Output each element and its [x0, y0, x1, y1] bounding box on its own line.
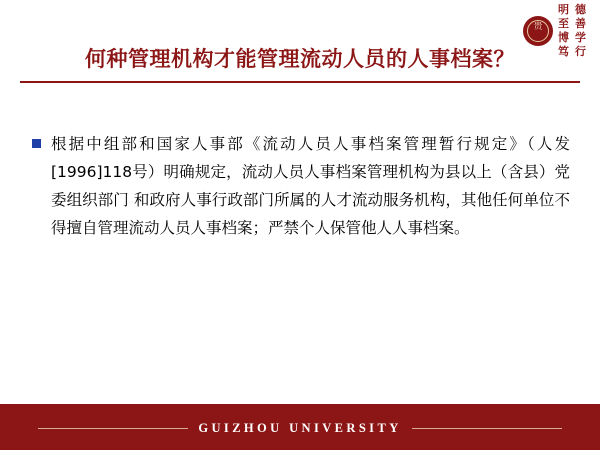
motto-char-2: 德 [575, 3, 586, 16]
seal-icon [523, 16, 553, 46]
motto-char-4: 善 [575, 17, 586, 30]
seal-icon-label: 贵 [533, 22, 543, 32]
list-item [30, 130, 570, 242]
motto-char-6: 学 [575, 31, 586, 44]
motto-char-7: 笃 [558, 45, 569, 58]
slide-footer [0, 406, 600, 450]
slide-body [30, 130, 570, 242]
motto-char-5: 博 [558, 31, 569, 44]
title-divider [20, 81, 580, 83]
page-title: 何种管理机构才能管理流动人员的人事档案？ [85, 47, 515, 71]
footer-rule-left [38, 428, 188, 429]
square-bullet-icon [32, 139, 41, 148]
title-area [0, 44, 600, 83]
motto-char-8: 行 [575, 45, 586, 58]
footer-university-name: GUIZHOU UNIVERSITY [198, 420, 402, 435]
motto-char-1: 明 [558, 3, 569, 16]
motto-char-3: 至 [558, 17, 569, 30]
slide-header [0, 0, 600, 58]
bullet-paragraph: 根据中组部和国家人事部《流动人员人事档案管理暂行规定》（人发[1996]118号）明确规定，流动人员人事档案管理机构为县以上（含县）党委组织部门 和政府人事行政部门所属的人才流动服务机构，其他任何单位不得擅自管理流动人员人事档案；严禁个人保管他人人事档案。 [51, 135, 570, 237]
footer-rule-right [412, 428, 562, 429]
